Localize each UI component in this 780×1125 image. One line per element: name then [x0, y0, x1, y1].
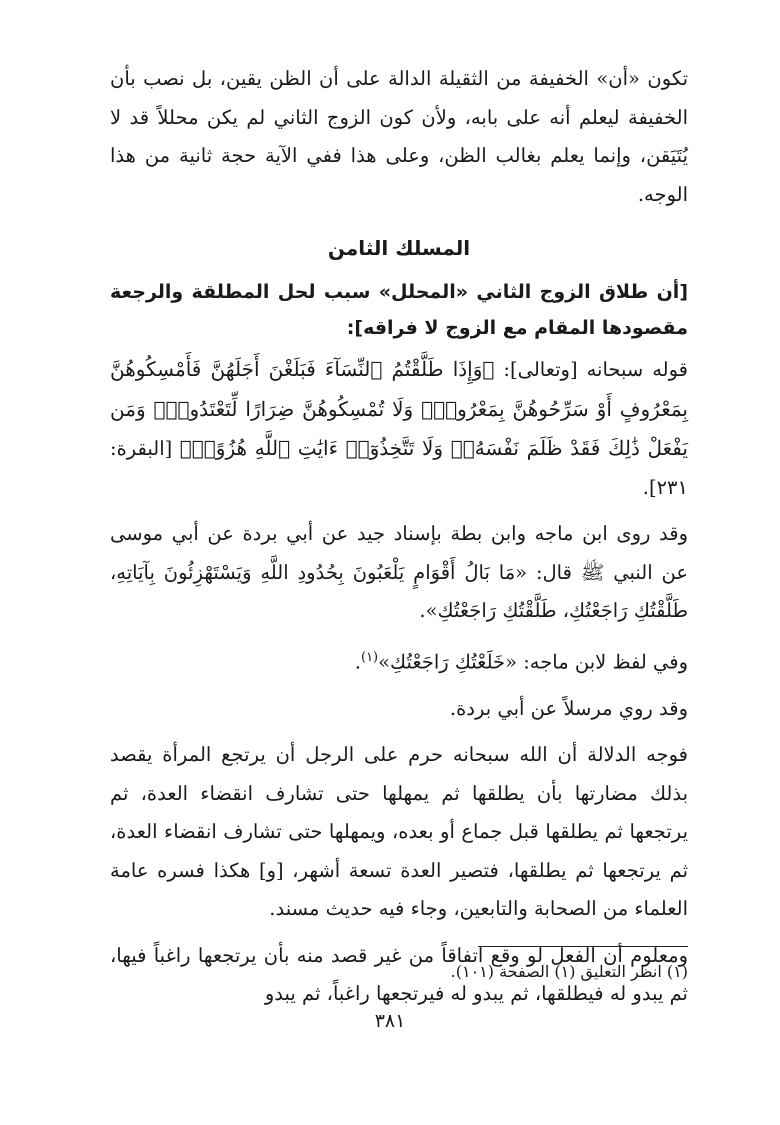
paragraph-maaloom: ومعلوم أن الفعل لو وقع اتفاقاً من غير قصد منه بأن يرتجعها راغباً فيها، ثم يبدو له فيطلقها، ثم يبدو له فيرتجعها راغباً، ثم يبدو: [110, 943, 688, 1005]
paragraph-1: تكون «أن» الخفيفة من الثقيلة الدالة على أن الظن يقين، بل نصب بأن الخفيفة ليعلم أنه على بابه، ولأن كون الزوج الثاني لم يكن محللاً قد لا يُتَيَقن، وإنما يعلم بغالب الظن، وعلى هذا ففي الآية حجة ثانية من هذا الوجه.: [110, 67, 688, 206]
footnote-divider: [478, 946, 688, 947]
ibn-majah-end: .: [354, 650, 361, 673]
quran-verse: ﴿وَإِذَا طَلَّقْتُمُ ٱلنِّسَآءَ فَبَلَغْنَ أَجَلَهُنَّ فَأَمْسِكُوهُنَّ بِمَعْرُوفٍ أَوْ سَرِّحُوهُنَّ بِمَعْرُوفٍۚ وَلَا تُمْسِكُوهُنَّ ضِرَارًا لِّتَعْتَدُوا۟ۚ وَمَن يَفْعَلْ ذَٰلِكَ فَقَدْ ظَلَمَ نَفْسَهُۥۚ وَلَا تَتَّخِذُوٓا۟ ءَايَٰتِ ٱللَّهِ هُزُوًاۚ﴾: [110, 357, 688, 460]
ibn-majah-text: وفي لفظ لابن ماجه: «خَلَعْتُكِ رَاجَعْتُكِ»: [378, 650, 688, 673]
page-number: ٣٨١: [374, 1010, 406, 1032]
paragraph-verse: [110, 350, 688, 507]
footnote: (١) انظر التعليق (١) الصفحة (١٠١).: [450, 962, 688, 981]
paragraph-hadith: وقد روى ابن ماجه وابن بطة بإسناد جيد عن أبي بردة عن أبي موسى عن النبي ﷺ قال: «مَا بَالُ أَقْوَامٍ يَلْعَبُونَ بِحُدُودِ اللَّهِ وَيَسْتَهْزِئُونَ بِآيَاتِهِ، طَلَّقْتُكِ رَاجَعْتُكِ، طَلَّقْتُكِ رَاجَعْتُكِ».: [110, 522, 688, 622]
paragraph-mursal: وقد روي مرسلاً عن أبي بردة.: [449, 696, 688, 720]
verse-reference: [البقرة: ٢٣١].: [110, 437, 688, 499]
paragraph-ibn-majah: [110, 639, 688, 682]
section-subheading: [أن طلاق الزوج الثاني «المحلل» سبب لحل المطلقة والرجعة مقصودها المقام مع الزوج لا فراقه]:: [110, 281, 688, 339]
footnote-marker: (١): [360, 649, 379, 665]
section-heading: المسلك الثامن: [327, 236, 471, 260]
verse-intro: قوله سبحانه [وتعالى]:: [494, 358, 688, 381]
paragraph-dalala: فوجه الدلالة أن الله سبحانه حرم على الرجل أن يرتجع المرأة يقصد بذلك مضارتها بأن يطلقها ثم يمهلها حتى تشارف انقضاء العدة، ثم يرتجعها ثم يطلقها قبل جماع أو بعده، ويمهلها حتى تشارف انقضاء العدة، ثم يرتجعها ثم يطلقها، فتصير العدة تسعة أشهر، [و] هكذا فسره عامة العلماء من الصحابة والتابعين، وجاء فيه حديث مسند.: [110, 743, 688, 920]
